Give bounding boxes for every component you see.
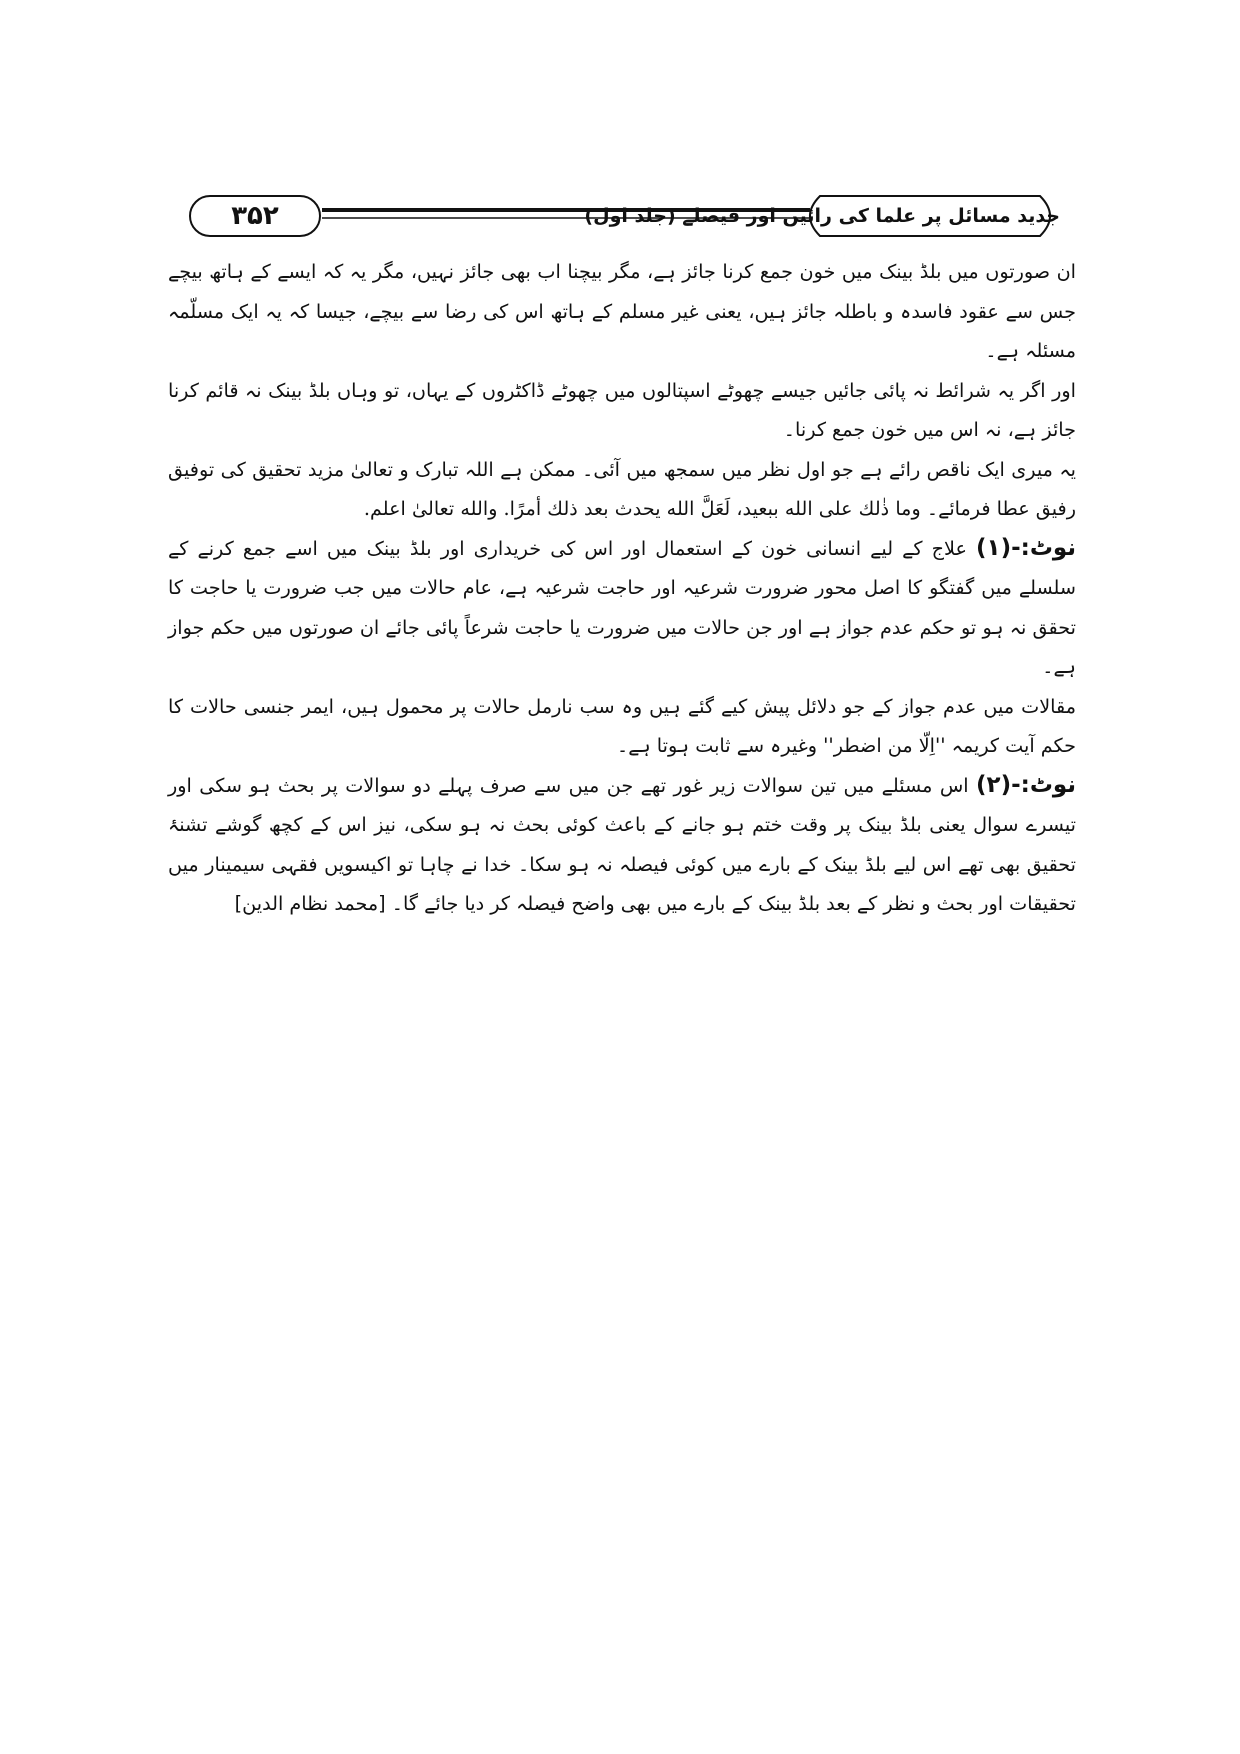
signature: [محمد نظام الدین]: [234, 892, 386, 915]
note-1: [168, 529, 1076, 687]
note-label: نوٹ:-(۱): [976, 534, 1076, 561]
closing-text: یہ میری ایک ناقص رائے ہے جو اول نظر میں سمجھ میں آئی۔ ممکن ہے اللہ تبارک و تعالیٰ مزید تحقیق کی توفیق رفیق عطا فرمائے۔: [168, 457, 1076, 520]
note-1-continuation: مقالات میں عدم جواز کے جو دلائل پیش کیے گئے ہیں وہ سب نارمل حالات پر محمول ہیں، ایمر جنسی حالات کا حکم آیت کریمہ ''اِلّا من اضطر'' وغیرہ سے ثابت ہوتا ہے۔: [168, 694, 1076, 757]
closing-paragraph: [168, 450, 1076, 529]
note-text: اس مسئلے میں تین سوالات زیر غور تھے جن میں سے صرف پہلے دو سوالات پر بحث ہو سکی اور تیسرے سوال یعنی بلڈ بینک پر وقت ختم ہو جانے کے باعث کوئی بحث نہ ہو سکی، نیز اس کے کچھ گوشے تشنۂ تحقیق بھی تھے اس لیے بلڈ بینک کے بارے میں کوئی فیصلہ نہ ہو سکا۔ خدا نے چاہا تو اکیسویں فقہی سیمینار میں تحقیقات اور بحث و نظر کے بعد بلڈ بینک کے بارے میں بھی واضح فیصلہ کر دیا جائے گا۔: [168, 773, 1076, 915]
note-label: نوٹ:-(۲): [976, 771, 1076, 798]
paragraph: ان صورتوں میں بلڈ بینک میں خون جمع کرنا جائز ہے، مگر بیچنا اب بھی جائز نہیں، مگر یہ کہ ایسے کے ہاتھ بیچے جس سے عقود فاسدہ و باطلہ جائز ہیں، یعنی غیر مسلم کے ہاتھ اس کی رضا سے بیچے، جیسا کہ یہ ایک مسلّمہ مسئلہ ہے۔: [168, 260, 1076, 362]
note-2: [168, 766, 1076, 924]
page-number: ۳۵۲: [231, 201, 279, 231]
note-text: علاج کے لیے انسانی خون کے استعمال اور اس کی خریداری اور بلڈ بینک میں اسے جمع کرنے کے سلسلے میں گفتگو کا اصل محور ضرورت شرعیہ اور حاجت شرعیہ ہے، عام حالات میں جب ضرورت یا حاجت کا تحقق نہ ہو تو حکم عدم جواز ہے اور جن حالات میں ضرورت یا حاجت شرعاً پائی جائے ان صورتوں میں حکم جواز ہے۔: [168, 536, 1076, 678]
page-body: [168, 252, 1076, 924]
page-header: [160, 190, 1084, 246]
paragraph: اور اگر یہ شرائط نہ پائی جائیں جیسے چھوٹے اسپتالوں میں چھوٹے ڈاکٹروں کے یہاں، تو وہاں بلڈ بینک نہ قائم کرنا جائز ہے، نہ اس میں خون جمع کرنا۔: [168, 378, 1076, 441]
arabic-quote: وما ذٰلك على الله ببعيد، لَعَلَّ الله يحدث بعد ذلك أمرًا. والله تعالىٰ اعلم.: [363, 497, 921, 520]
running-title: جدید مسائل پر علما کی رائیں اور فیصلے (جلد اول): [584, 205, 1060, 227]
